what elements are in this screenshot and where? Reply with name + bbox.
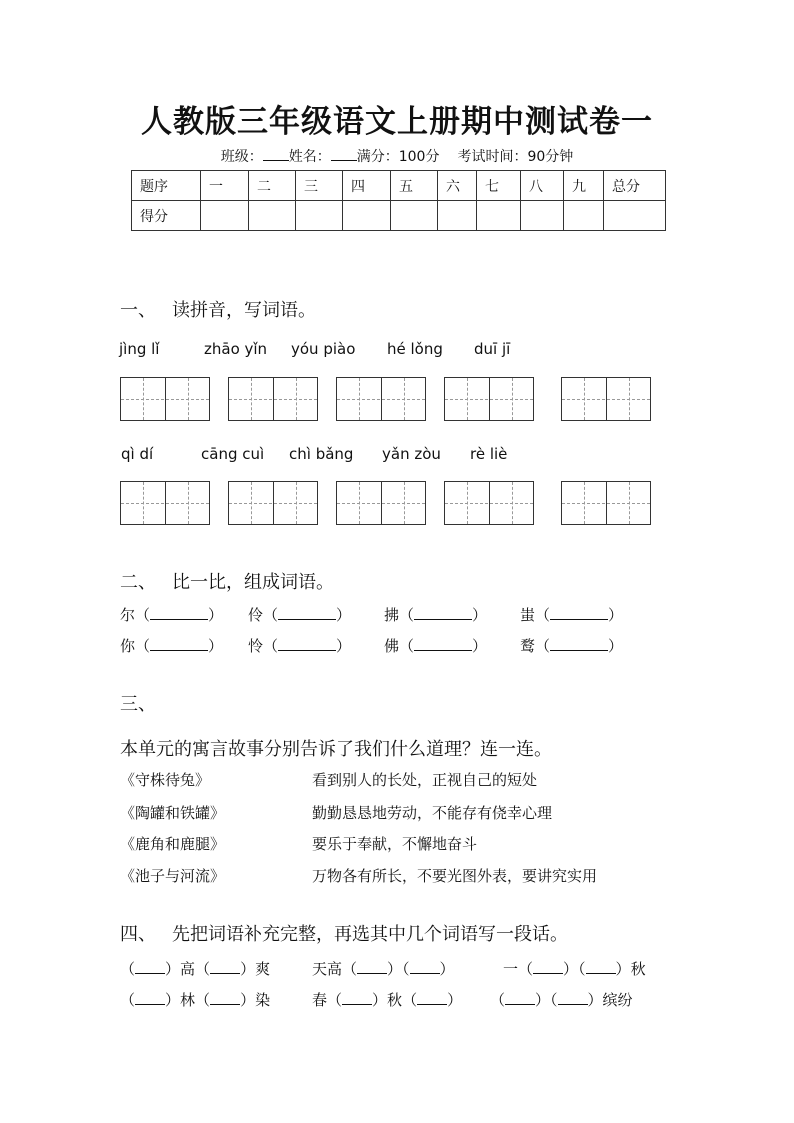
score-header-cell: 六 [438,171,477,201]
compare-item[interactable]: 拂（ ） [384,606,488,624]
tianzige-box[interactable] [120,481,210,525]
compare-item[interactable]: 伶（ ） [248,606,352,624]
score-header-cell: 九 [564,171,604,201]
score-cell[interactable] [296,201,343,231]
pinyin: yǎn zòu [382,445,441,463]
score-cell[interactable] [604,201,666,231]
score-header-row [132,171,666,201]
fable-title[interactable]: 《池子与河流》 [120,867,226,885]
score-cell[interactable] [477,201,521,231]
score-cell[interactable] [391,201,438,231]
compare-item[interactable]: 怜（ ） [248,637,352,655]
fill-word[interactable]: 春（ ）秋（ ） [312,991,463,1009]
name-blank[interactable] [331,148,357,161]
fill-word[interactable]: （ ）高（ ）爽 [120,960,271,978]
section2-heading [120,568,334,594]
fable-title[interactable]: 《鹿角和鹿腿》 [120,835,226,853]
score-header-cell: 总分 [604,171,666,201]
pinyin: yóu piào [291,340,356,358]
tianzige-box[interactable] [228,377,318,421]
score-cell[interactable] [249,201,296,231]
compare-item[interactable]: 鹜（ ） [520,637,624,655]
moral-text[interactable]: 要乐于奉献，不懈地奋斗 [312,835,478,853]
score-cell[interactable] [564,201,604,231]
score-header-cell: 八 [521,171,564,201]
score-header-cell: 一 [201,171,249,201]
score-header-cell: 题序 [132,171,201,201]
section4-heading [120,920,568,946]
score-table [131,170,666,231]
tianzige-box[interactable] [561,481,651,525]
moral-text[interactable]: 万物各有所长，不要光图外表，要讲究实用 [312,867,598,885]
name-label: 姓名： [288,149,331,165]
score-header-cell: 七 [477,171,521,201]
full-score: 满分：100分 [356,149,440,165]
moral-text[interactable]: 看到别人的长处，正视自己的短处 [312,771,538,789]
score-row [132,201,666,231]
score-header-cell: 三 [296,171,343,201]
pinyin: jìng lǐ [119,340,160,358]
pinyin: zhāo yǐn [204,340,268,358]
score-cell[interactable] [343,201,391,231]
section1-title: 读拼音，写词语。 [172,300,316,321]
pinyin: duī jī [474,340,511,358]
fill-word[interactable]: 天高（ ）（ ） [312,960,455,978]
tianzige-box[interactable] [444,481,534,525]
compare-item[interactable]: 你（ ） [120,637,224,655]
score-header-cell: 五 [391,171,438,201]
score-cell[interactable] [521,201,564,231]
compare-item[interactable]: 尔（ ） [120,606,224,624]
pinyin: rè liè [470,445,508,463]
class-label: 班级： [220,149,263,165]
tianzige-box[interactable] [228,481,318,525]
class-blank[interactable] [263,148,289,161]
tianzige-box[interactable] [444,377,534,421]
section2-number: 二、 [120,572,156,593]
section2-title: 比一比，组成词语。 [172,572,334,593]
score-cell[interactable] [438,201,477,231]
section4-title: 先把词语补充完整，再选其中几个词语写一段话。 [172,924,568,945]
section1-number: 一、 [120,300,156,321]
tianzige-box[interactable] [120,377,210,421]
score-row-label: 得分 [132,201,201,231]
score-header-cell: 二 [249,171,296,201]
exam-time: 考试时间：90分钟 [457,149,574,165]
pinyin: chì bǎng [289,445,354,463]
pinyin: cāng cuì [201,445,265,463]
fill-word[interactable]: （ ）林（ ）染 [120,991,271,1009]
pinyin: hé lǒng [387,340,443,358]
tianzige-box[interactable] [561,377,651,421]
fable-title[interactable]: 《陶罐和铁罐》 [120,804,226,822]
fill-word[interactable]: （ ）（ ）缤纷 [490,991,633,1009]
score-cell[interactable] [201,201,249,231]
section4-number: 四、 [120,924,156,945]
tianzige-box[interactable] [336,377,426,421]
section3-prompt: 本单元的寓言故事分别告诉了我们什么道理？连一连。 [120,739,552,760]
exam-info [0,146,794,166]
fable-title[interactable]: 《守株待兔》 [120,771,211,789]
fill-word[interactable]: 一（ ）（ ）秋 [503,960,646,978]
pinyin: qì dí [121,445,154,463]
compare-item[interactable]: 佛（ ） [384,637,488,655]
section1-heading [120,296,316,322]
score-header-cell: 四 [343,171,391,201]
page-title: 人教版三年级语文上册期中测试卷一 [141,104,653,140]
compare-item[interactable]: 蚩（ ） [520,606,624,624]
tianzige-box[interactable] [336,481,426,525]
moral-text[interactable]: 勤勤恳恳地劳动，不能存有侥幸心理 [312,804,553,822]
section3-number: 三、 [120,694,156,715]
